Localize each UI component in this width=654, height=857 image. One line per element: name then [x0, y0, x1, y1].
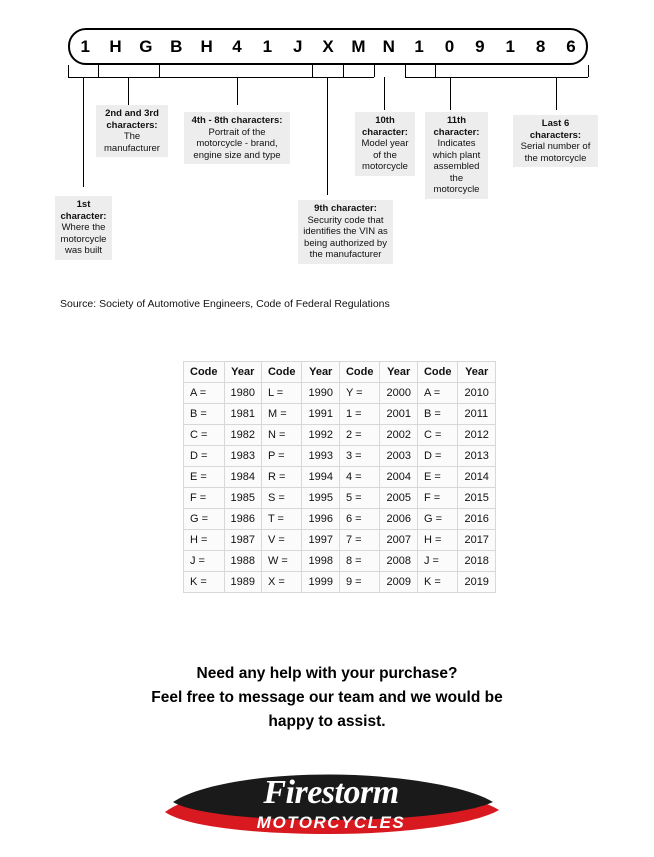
vin-breakdown-diagram: [0, 0, 654, 330]
cell-year: 2009: [380, 572, 417, 593]
column-header: Code: [261, 362, 302, 383]
cell-code: 9 =: [339, 572, 380, 593]
cell-code: M =: [261, 404, 302, 425]
cell-year: 1983: [224, 446, 261, 467]
leader-line-4th-8th: [237, 77, 238, 105]
cell-year: 2001: [380, 404, 417, 425]
cell-year: 1997: [302, 530, 339, 551]
cell-code: J =: [417, 551, 458, 572]
vin-char: 1: [414, 37, 424, 56]
cell-code: X =: [261, 572, 302, 593]
logo-graphic: [155, 762, 505, 844]
cell-code: 8 =: [339, 551, 380, 572]
vin-char: G: [139, 37, 153, 56]
cell-year: 1995: [302, 488, 339, 509]
leader-tick: [374, 65, 375, 77]
callout-tenth-character: [355, 112, 415, 176]
vin-char: 9: [475, 37, 485, 56]
firestorm-motorcycles-logo: [155, 762, 505, 844]
cell-year: 2017: [458, 530, 495, 551]
leader-tick: [588, 65, 589, 77]
cell-year: 2013: [458, 446, 495, 467]
logo-secondary-text: MOTORCYCLES: [256, 813, 406, 832]
column-header: Code: [339, 362, 380, 383]
cell-year: 2011: [458, 404, 495, 425]
vin-char: H: [200, 37, 213, 56]
leader-tick: [405, 65, 406, 77]
vin-char: 1: [262, 37, 273, 56]
column-header: Year: [224, 362, 261, 383]
cell-year: 2012: [458, 425, 495, 446]
leader-line-10th: [384, 77, 385, 110]
cell-code: G =: [417, 509, 458, 530]
table-row: [184, 488, 496, 509]
cell-code: H =: [417, 530, 458, 551]
callout-title: Last 6 characters:: [529, 118, 582, 141]
leader-tick: [98, 65, 99, 77]
cell-year: 2005: [380, 488, 417, 509]
cell-year: 2003: [380, 446, 417, 467]
cell-code: 1 =: [339, 404, 380, 425]
cell-year: 1986: [224, 509, 261, 530]
table-row: [184, 383, 496, 404]
cell-code: J =: [184, 551, 225, 572]
cell-code: 2 =: [339, 425, 380, 446]
leader-bar: [405, 77, 435, 78]
table-row: [184, 467, 496, 488]
callout-first-character: [55, 196, 112, 260]
model-year-code-table: [183, 361, 496, 593]
table-row: [184, 530, 496, 551]
vin-char: N: [382, 37, 395, 56]
callout-body: Model year of the motorcycle: [361, 138, 409, 172]
cell-year: 2008: [380, 551, 417, 572]
vin-char: 0: [444, 37, 455, 56]
callout-ninth-character: [298, 200, 393, 264]
vin-number-box: [68, 28, 588, 65]
cell-year: 1984: [224, 467, 261, 488]
cell-code: D =: [184, 446, 225, 467]
leader-tick: [312, 65, 313, 77]
help-line-2: Feel free to message our team and we would be: [151, 689, 503, 706]
column-header: Code: [417, 362, 458, 383]
table-row: [184, 404, 496, 425]
cell-code: 6 =: [339, 509, 380, 530]
cell-year: 2002: [380, 425, 417, 446]
cell-year: 2007: [380, 530, 417, 551]
vin-char: 1: [80, 37, 90, 56]
callout-body: Portrait of the motorcycle - brand, engine size and type: [193, 126, 281, 161]
vin-char: J: [292, 37, 303, 56]
cell-year: 2018: [458, 551, 495, 572]
help-message: [0, 662, 654, 734]
cell-year: 1991: [302, 404, 339, 425]
callout-last-six-characters: [513, 115, 598, 167]
cell-year: 1982: [224, 425, 261, 446]
cell-code: R =: [261, 467, 302, 488]
callout-title: 2nd and 3rd characters:: [105, 108, 159, 131]
table-row: [184, 551, 496, 572]
vin-char: B: [170, 37, 183, 56]
vin-char: M: [351, 37, 366, 56]
table-header-row: [184, 362, 496, 383]
cell-code: 3 =: [339, 446, 380, 467]
cell-year: 2006: [380, 509, 417, 530]
callout-eleventh-character: [425, 112, 488, 199]
cell-code: E =: [417, 467, 458, 488]
cell-code: H =: [184, 530, 225, 551]
vin-char: 6: [566, 37, 576, 56]
callout-title: 9th character:: [314, 203, 377, 214]
leader-line-11th: [450, 77, 451, 110]
cell-code: C =: [417, 425, 458, 446]
callout-title: 4th - 8th characters:: [191, 115, 283, 126]
cell-year: 2016: [458, 509, 495, 530]
cell-year: 1989: [224, 572, 261, 593]
callout-title: 1st character:: [60, 199, 107, 222]
vin-char: H: [109, 37, 122, 56]
cell-code: K =: [417, 572, 458, 593]
help-line-1: Need any help with your purchase?: [196, 665, 458, 682]
cell-code: F =: [184, 488, 225, 509]
leader-line-2nd-3rd: [128, 77, 129, 105]
column-header: Year: [302, 362, 339, 383]
cell-year: 1980: [224, 383, 261, 404]
cell-code: E =: [184, 467, 225, 488]
column-header: Year: [458, 362, 495, 383]
callout-body: Security code that identifies the VIN as being authorized by the manufacturer: [303, 214, 388, 260]
cell-code: V =: [261, 530, 302, 551]
logo-primary-text: Firestorm: [263, 774, 399, 811]
cell-year: 1987: [224, 530, 261, 551]
cell-year: 2014: [458, 467, 495, 488]
vin-char: X: [322, 37, 334, 56]
table-row: [184, 572, 496, 593]
table-row: [184, 446, 496, 467]
cell-code: A =: [184, 383, 225, 404]
cell-code: N =: [261, 425, 302, 446]
leader-bar: [343, 77, 374, 78]
cell-year: 1996: [302, 509, 339, 530]
source-credit: Source: Society of Automotive Engineers, Code of Federal Regulations: [60, 298, 390, 310]
cell-code: 7 =: [339, 530, 380, 551]
help-line-3: happy to assist.: [268, 713, 386, 730]
table-row: [184, 425, 496, 446]
cell-code: C =: [184, 425, 225, 446]
leader-line-last6: [556, 77, 557, 110]
leader-line-9th: [327, 77, 328, 195]
cell-code: T =: [261, 509, 302, 530]
cell-code: 5 =: [339, 488, 380, 509]
leader-line-1st: [83, 77, 84, 187]
model-year-code-table-wrapper: [183, 361, 496, 593]
leader-bar: [435, 77, 588, 78]
callout-body: The manufacturer: [104, 131, 160, 154]
cell-code: D =: [417, 446, 458, 467]
cell-code: Y =: [339, 383, 380, 404]
vin-char: 4: [232, 37, 242, 56]
vin-char: 1: [505, 37, 515, 56]
cell-year: 1998: [302, 551, 339, 572]
cell-year: 2010: [458, 383, 495, 404]
cell-year: 1990: [302, 383, 339, 404]
cell-code: 4 =: [339, 467, 380, 488]
leader-tick: [435, 65, 436, 77]
cell-code: P =: [261, 446, 302, 467]
cell-year: 1993: [302, 446, 339, 467]
callout-body: Indicates which plant assembled the motorcycle: [432, 138, 481, 195]
cell-year: 1999: [302, 572, 339, 593]
callout-title: 10th character:: [362, 115, 408, 138]
cell-year: 1992: [302, 425, 339, 446]
callout-title: 11th character:: [433, 115, 480, 138]
cell-year: 1981: [224, 404, 261, 425]
callout-body: Where the motorcycle was built: [60, 222, 107, 256]
column-header: Code: [184, 362, 225, 383]
leader-tick: [159, 65, 160, 77]
callout-body: Serial number of the motorcycle: [520, 141, 591, 164]
leader-tick: [68, 65, 69, 77]
cell-year: 2019: [458, 572, 495, 593]
cell-year: 1985: [224, 488, 261, 509]
cell-code: G =: [184, 509, 225, 530]
callout-second-third-characters: [96, 105, 168, 157]
callout-fourth-eighth-characters: [184, 112, 290, 164]
cell-code: W =: [261, 551, 302, 572]
column-header: Year: [380, 362, 417, 383]
cell-code: S =: [261, 488, 302, 509]
cell-year: 2004: [380, 467, 417, 488]
cell-year: 1988: [224, 551, 261, 572]
leader-bar: [159, 77, 312, 78]
cell-code: B =: [417, 404, 458, 425]
cell-year: 2015: [458, 488, 495, 509]
cell-code: L =: [261, 383, 302, 404]
leader-tick: [343, 65, 344, 77]
cell-code: A =: [417, 383, 458, 404]
cell-year: 2000: [380, 383, 417, 404]
vin-char: 8: [535, 37, 546, 56]
cell-year: 1994: [302, 467, 339, 488]
cell-code: B =: [184, 404, 225, 425]
table-row: [184, 509, 496, 530]
cell-code: K =: [184, 572, 225, 593]
cell-code: F =: [417, 488, 458, 509]
